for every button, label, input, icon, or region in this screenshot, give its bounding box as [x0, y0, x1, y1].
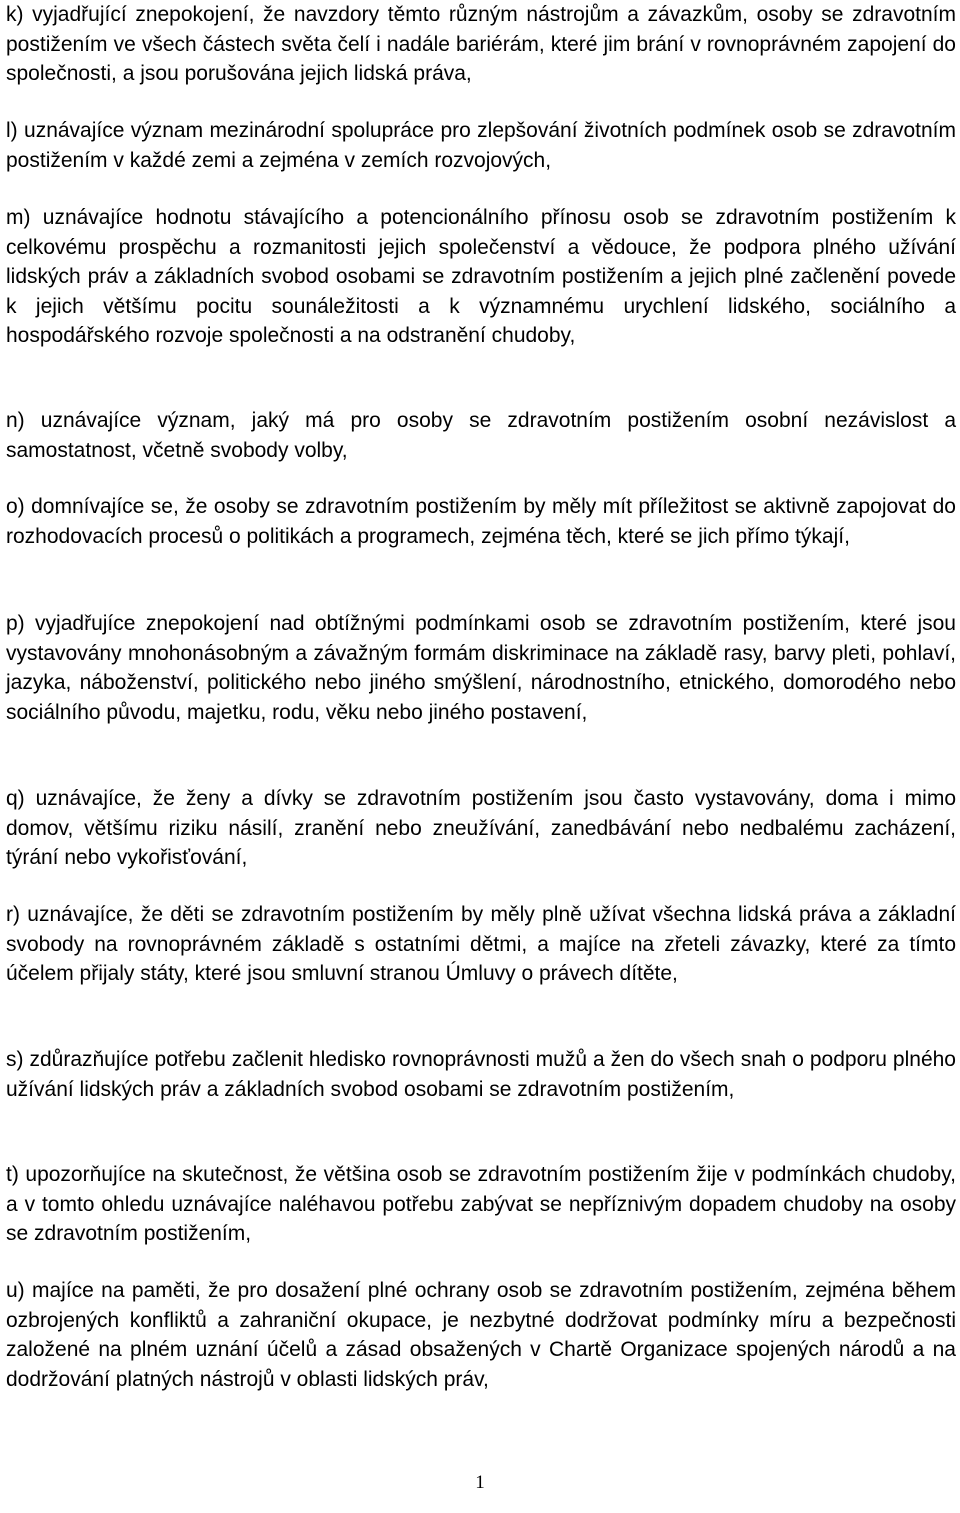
paragraph-m: m) uznávajíce hodnotu stávajícího a potencionálního přínosu osob se zdravotním postižením k celkovému prospěchu a rozmanitosti jejich společenství a vědouce, že podpora plného užívání lidských práv a základních svobod osobami se zdravotním postižením a jejich plné začlenění povede k jejich většímu pocitu sounáležitosti a k významnému urychlení lidského, sociálního a hospodářského rozvoje společnosti a na odstranění chudoby,	[6, 206, 956, 347]
paragraph-n: n) uznávajíce význam, jaký má pro osoby se zdravotním postižením osobní nezávislost a samostatnost, včetně svobody volby,	[6, 409, 956, 462]
paragraph-k: k) vyjadřující znepokojení, že navzdory těmto různým nástrojům a závazkům, osoby se zdravotním postižením ve všech částech světa čelí i nadále bariérám, které jim brání v rovnoprávném zapojení do společnosti, a jsou porušována jejich lidská práva,	[6, 3, 956, 85]
paragraph-r: r) uznávajíce, že děti se zdravotním postižením by měly plně užívat všechna lidská práva a základní svobody na rovnoprávném základě s ostatními dětmi, a majíce na zřeteli závazky, které za tímto účelem přijaly státy, které jsou smluvní stranou Úmluvy o právech dítěte,	[6, 903, 956, 985]
page-number: 1	[475, 1472, 485, 1493]
paragraph-q: q) uznávajíce, že ženy a dívky se zdravotním postižením jsou často vystavovány, doma i mimo domov, většímu riziku násilí, zranění nebo zneužívání, zanedbávání nebo nedbalému zacházení, týrání nebo vykořisťování,	[6, 787, 956, 869]
paragraph-o: o) domnívajíce se, že osoby se zdravotním postižením by měly mít příležitost se aktivně zapojovat do rozhodovacích procesů o politikách a programech, zejména těch, které se jich přímo týkají,	[6, 495, 956, 548]
paragraph-u: u) majíce na paměti, že pro dosažení plné ochrany osob se zdravotním postižením, zejména během ozbrojených konfliktů a zahraniční okupace, je nezbytné dodržovat podmínky míru a bezpečnosti založené na plném uznání účelů a zásad obsažených v Chartě Organizace spojených národů a na dodržování platných nástrojů v oblasti lidských práv,	[6, 1279, 956, 1391]
paragraph-s: s) zdůrazňujíce potřebu začlenit hledisko rovnoprávnosti mužů a žen do všech snah o podporu plného užívání lidských práv a základních svobod osobami se zdravotním postižením,	[6, 1048, 956, 1101]
paragraph-t: t) upozorňujíce na skutečnost, že většina osob se zdravotním postižením žije v podmínkách chudoby, a v tomto ohledu uznávajíce naléhavou potřebu zabývat se nepříznivým dopadem chudoby na osoby se zdravotním postižením,	[6, 1163, 956, 1245]
paragraph-p: p) vyjadřujíce znepokojení nad obtížnými podmínkami osob se zdravotním postižením, které jsou vystavovány mnohonásobným a závažným formám diskriminace na základě rasy, barvy pleti, pohlaví, jazyka, náboženství, politického nebo jiného smýšlení, národnostního, etnického, domorodého nebo sociálního původu, majetku, rodu, věku nebo jiného postavení,	[6, 612, 956, 724]
paragraph-l: l) uznávajíce význam mezinárodní spolupráce pro zlepšování životních podmínek osob se zdravotním postižením v každé zemi a zejména v zemích rozvojových,	[6, 119, 956, 172]
